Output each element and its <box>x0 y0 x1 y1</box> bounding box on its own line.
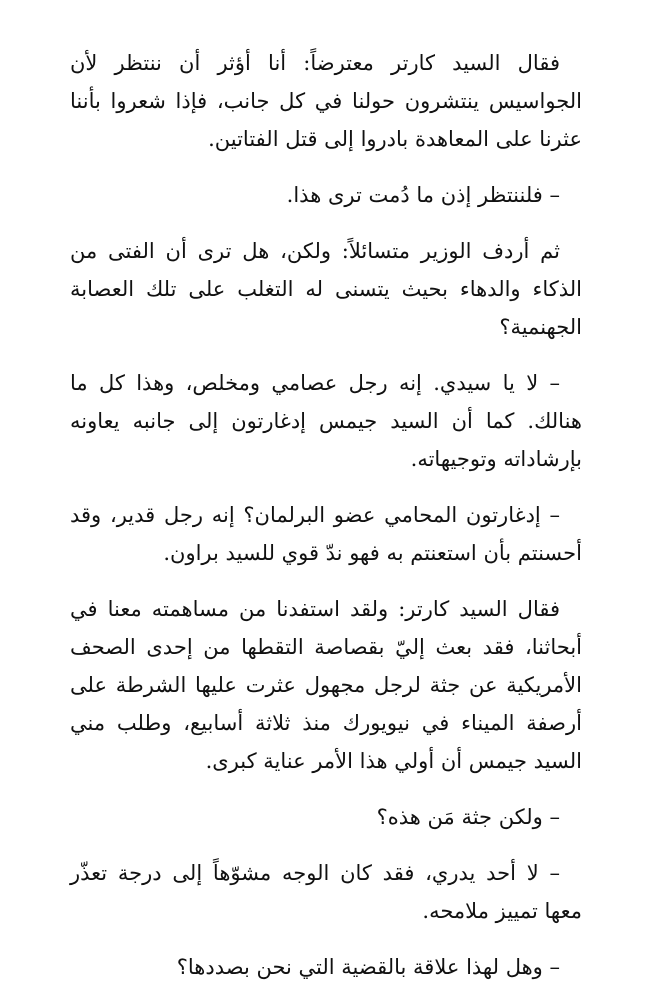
paragraph-1: فقال السيد كارتر معترضاً: أنا أؤثر أن ننتظر لأن الجواسيس ينتشرون حولنا في كل جانب، فإذا شعروا بأننا عثرنا على المعاهدة بادروا إلى قتل الفتاتين. <box>70 51 582 151</box>
paragraph-8: – لا أحد يدري، فقد كان الوجه مشوّهاً إلى درجة تعذّر معها تمييز ملامحه. <box>70 861 582 923</box>
paragraph-2: – فلننتظر إذن ما دُمت ترى هذا. <box>286 183 560 207</box>
book-page <box>70 44 582 1004</box>
paragraph-3: ثم أردف الوزير متسائلاً: ولكن، هل ترى أن الفتى من الذكاء والدهاء بحيث يتسنى له التغلب على تلك العصابة الجهنمية؟ <box>70 239 582 339</box>
paragraph-9: – وهل لهذا علاقة بالقضية التي نحن بصددها؟ <box>176 955 560 979</box>
paragraph-4: – لا يا سيدي. إنه رجل عصامي ومخلص، وهذا كل ما هنالك. كما أن السيد جيمس إدغارتون إلى جانبه يعاونه بإرشاداته وتوجيهاته. <box>70 371 582 471</box>
paragraph-6: فقال السيد كارتر: ولقد استفدنا من مساهمته معنا في أبحاثنا، فقد بعث إليّ بقصاصة التقطها من إحدى الصحف الأمريكية عن جثة لرجل مجهول عثرت عليها الشرطة على أرصفة الميناء في نيويورك منذ ثلاثة أسابيع، وطلب مني السيد جيمس أن أولي هذا الأمر عناية كبرى. <box>70 597 582 773</box>
paragraph-5: – إدغارتون المحامي عضو البرلمان؟ إنه رجل قدير، وقد أحسنتم بأن استعنتم به فهو ندّ قوي للسيد براون. <box>70 503 582 565</box>
paragraph-7: – ولكن جثة مَن هذه؟ <box>376 805 560 829</box>
